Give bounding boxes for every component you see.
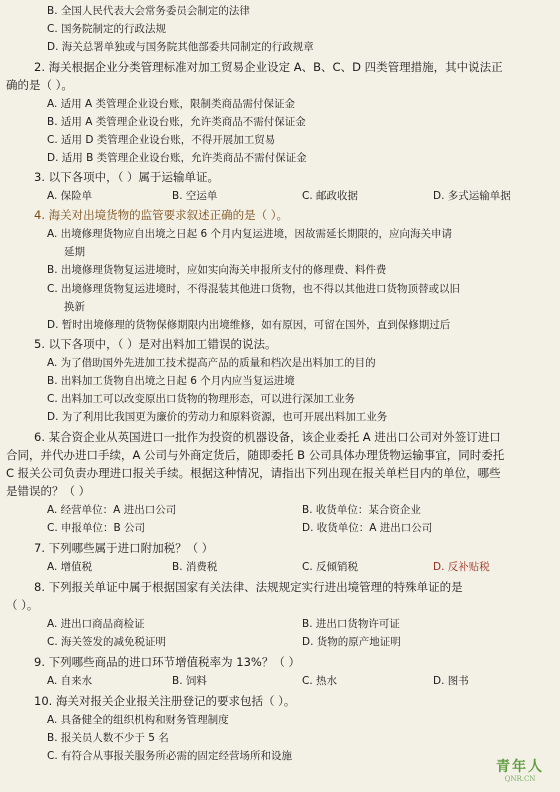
option-line: B. 空运单 (172, 190, 218, 202)
option-line: 延期 (64, 246, 85, 258)
option-line: B. 消费税 (172, 561, 218, 573)
question-line: 6. 某合资企业从英国进口一批作为投资的机器设备，该企业委托 A 进出口公司对外签订进口 (34, 430, 501, 444)
option-line: B. 出境修理货物复运进境时，应如实向海关申报所支付的修理费、料件费 (47, 264, 387, 276)
option-line: A. 具备健全的组织机构和财务管理制度 (47, 714, 229, 726)
option-line: B. 报关员人数不少于 5 名 (47, 732, 169, 744)
option-line: C. 出境修理货物复运进境时，不得混装其他进口货物，也不得以其他进口货物顶替或以旧 (47, 283, 461, 295)
question-line: 2. 海关根据企业分类管理标准对加工贸易企业设定 A、B、C、D 四类管理措施，其中说法正 (34, 60, 503, 74)
question-line: 10. 海关对报关企业报关注册登记的要求包括（ ）。 (34, 694, 296, 708)
option-line: D. 图书 (433, 675, 469, 687)
question-line: （ ）。 (6, 598, 39, 612)
option-line: C. 适用 D 类管理企业设台账，不得开展加工贸易 (47, 134, 276, 146)
question-line: 是错误的？（ ） (6, 484, 91, 498)
question-line: 7. 下列哪些属于进口附加税？（ ） (34, 541, 214, 555)
option-line: B. 适用 A 类管理企业设台账，允许类商品不需付保证金 (47, 116, 306, 128)
option-line: D. 海关总署单独或与国务院其他部委共同制定的行政规章 (47, 41, 314, 53)
option-line: C. 海关签发的减免税证明 (47, 636, 167, 648)
question-line: 9. 下列哪些商品的进口环节增值税率为 13%？（ ） (34, 655, 300, 669)
question-line: 合同，并代办进口手续，A 公司与外商定货后，随即委托 B 公司具体办理货物运输事宜，同时委托 (6, 448, 505, 462)
option-line: C. 有符合从事报关服务所必需的固定经营场所和设施 (47, 750, 293, 762)
option-line: A. 经营单位：A 进出口公司 (47, 504, 177, 516)
option-line: B. 进出口货物许可证 (302, 618, 400, 630)
option-line: D. 收货单位：A 进出口公司 (302, 522, 433, 534)
option-line: C. 热水 (302, 675, 338, 687)
option-line: D. 反补贴税 (433, 561, 490, 573)
option-line: A. 保险单 (47, 190, 93, 202)
option-line: B. 饲料 (172, 675, 207, 687)
option-line: D. 适用 B 类管理企业设台账，允许类商品不需付保证金 (47, 152, 307, 164)
option-line: C. 出料加工可以改变原出口货物的物理形态，可以进行深加工业务 (47, 393, 356, 405)
option-line: D. 多式运输单据 (433, 190, 511, 202)
question-line: 5. 以下各项中，（ ）是对出料加工错误的说法。 (34, 337, 277, 351)
option-line: D. 暂时出境修理的货物保修期限内出境维修，如有原因，可留在国外，直到保修期过后 (47, 319, 451, 331)
question-line: 8. 下列报关单证中属于根据国家有关法律、法规规定实行进出境管理的特殊单证的是 (34, 580, 463, 594)
option-line: C. 邮政收据 (302, 190, 359, 202)
option-line: A. 进出口商品商检证 (47, 618, 145, 630)
option-line: B. 出料加工货物自出境之日起 6 个月内应当复运进境 (47, 375, 295, 387)
option-line: C. 反倾销税 (302, 561, 359, 573)
option-line: A. 为了借助国外先进加工技术提高产品的质量和档次是出料加工的目的 (47, 357, 376, 369)
option-line: B. 全国人民代表大会常务委员会制定的法律 (47, 5, 250, 17)
option-line: C. 申报单位：B 公司 (47, 522, 146, 534)
question-line: 3. 以下各项中，（ ）属于运输单证。 (34, 170, 220, 184)
watermark-logo (490, 759, 550, 784)
option-line: C. 国务院制定的行政法规 (47, 23, 167, 35)
watermark-main: 青年人 (496, 759, 544, 775)
option-line: 换新 (64, 301, 85, 313)
option-line: A. 出境修理货物应自出境之日起 6 个月内复运进境，因故需延长期限的，应向海关申请 (47, 228, 453, 240)
option-line: D. 货物的原产地证明 (302, 636, 401, 648)
question-line: C 报关公司负责办理进口报关手续。根据这种情况，请指出下列出现在报关单栏目内的单位，哪些 (6, 466, 501, 480)
option-line: A. 自来水 (47, 675, 93, 687)
watermark-sub: QNR.CN (504, 775, 536, 783)
question-line: 确的是（ ）。 (6, 78, 73, 92)
option-line: B. 收货单位：某合资企业 (302, 504, 421, 516)
option-line: A. 增值税 (47, 561, 93, 573)
question-line: 4. 海关对出境货物的监管要求叙述正确的是（ ）。 (34, 208, 289, 222)
option-line: A. 适用 A 类管理企业设台账，限制类商品需付保证金 (47, 98, 296, 110)
option-line: D. 为了利用比我国更为廉价的劳动力和原料资源，也可开展出料加工业务 (47, 411, 388, 423)
